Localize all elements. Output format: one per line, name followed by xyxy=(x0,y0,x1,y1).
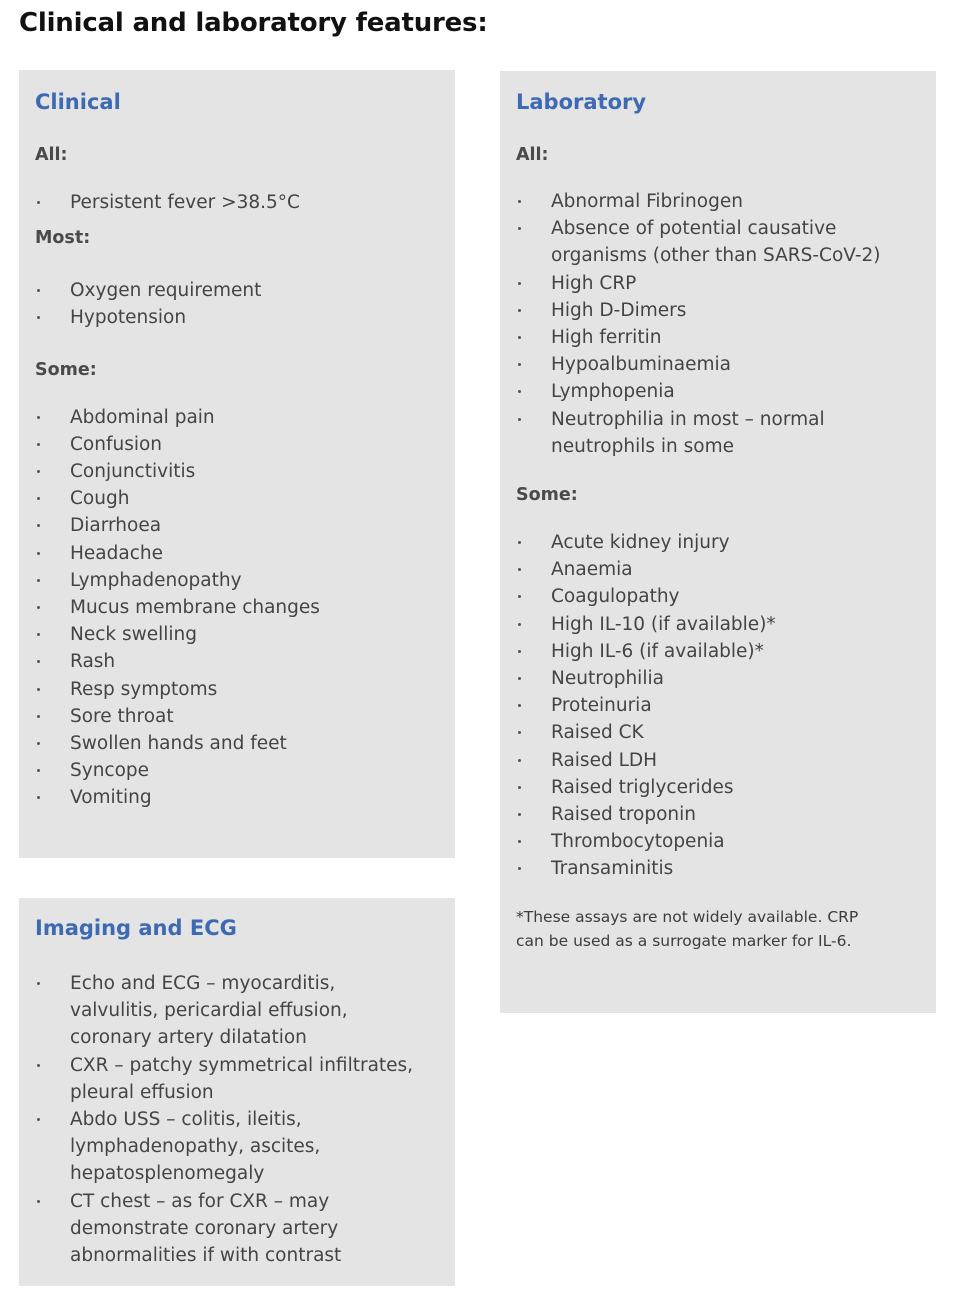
list-item xyxy=(516,828,926,855)
bullet-icon xyxy=(37,201,40,204)
bullet-icon xyxy=(37,289,40,292)
list-item xyxy=(516,611,926,638)
list-item xyxy=(35,676,445,703)
clinical-panel xyxy=(19,70,455,858)
bullet-icon xyxy=(518,568,521,571)
list-item xyxy=(35,304,445,331)
bullet-icon xyxy=(518,677,521,680)
laboratory-some-label: Some: xyxy=(516,485,578,506)
list-item-text: Cough xyxy=(70,488,130,510)
imaging-list xyxy=(35,970,445,1269)
list-item xyxy=(516,692,926,719)
list-item xyxy=(35,970,445,1052)
list-item-line: High ferritin xyxy=(551,327,662,349)
list-item xyxy=(516,351,926,378)
list-item-line: Echo and ECG – myocarditis, xyxy=(70,973,336,994)
footnote-line: can be used as a surrogate marker for IL-6. xyxy=(516,931,852,950)
bullet-icon xyxy=(37,742,40,745)
bullet-icon xyxy=(37,552,40,555)
list-item-line: lymphadenopathy, ascites, xyxy=(70,1136,321,1158)
list-item-text: Lymphadenopathy xyxy=(70,569,242,591)
bullet-icon xyxy=(37,1118,40,1121)
laboratory-heading: Laboratory xyxy=(516,90,647,114)
bullet-icon xyxy=(518,786,521,789)
laboratory-some-list xyxy=(516,529,926,883)
bullet-icon xyxy=(37,1200,40,1203)
bullet-icon xyxy=(518,336,521,339)
list-item xyxy=(516,719,926,746)
list-item xyxy=(35,458,445,485)
clinical-some-list xyxy=(35,404,445,812)
clinical-some-label: Some: xyxy=(35,359,97,380)
list-item-text: Confusion xyxy=(70,433,163,455)
list-item-line: coronary artery dilatation xyxy=(70,1027,307,1049)
list-item xyxy=(35,757,445,784)
list-item-line: High CRP xyxy=(551,272,637,294)
list-item-line: Neutrophilia in most – normal xyxy=(551,408,825,430)
list-item xyxy=(35,277,445,304)
bullet-icon xyxy=(37,497,40,500)
list-item-text: Conjunctivitis xyxy=(70,461,196,483)
bullet-icon xyxy=(518,227,521,230)
list-item xyxy=(35,189,445,216)
list-item xyxy=(516,801,926,828)
list-item-line: Lymphopenia xyxy=(551,381,675,403)
page-title: Clinical and laboratory features: xyxy=(19,8,488,38)
list-item xyxy=(516,378,926,405)
list-item-text: Neutrophilia xyxy=(551,668,664,690)
list-item xyxy=(516,774,926,801)
list-item-line: Hypoalbuminaemia xyxy=(551,354,731,376)
list-item xyxy=(516,406,926,460)
bullet-icon xyxy=(37,470,40,473)
list-item-text: Abdominal pain xyxy=(70,406,215,428)
laboratory-all-list xyxy=(516,188,926,460)
laboratory-all-label: All: xyxy=(516,145,549,165)
list-item-text: High IL-6 (if available)* xyxy=(551,640,764,662)
bullet-icon xyxy=(518,867,521,870)
list-item xyxy=(516,270,926,297)
list-item xyxy=(35,648,445,675)
bullet-icon xyxy=(37,633,40,636)
list-item xyxy=(35,594,445,621)
list-item xyxy=(516,583,926,610)
clinical-most-list xyxy=(35,277,445,331)
bullet-icon xyxy=(518,650,521,653)
footnote-line: *These assays are not widely available. CRP xyxy=(516,907,859,926)
list-item-text: High IL-10 (if available)* xyxy=(551,613,776,635)
bullet-icon xyxy=(37,982,40,985)
list-item-text: Oxygen requirement xyxy=(70,280,262,302)
bullet-icon xyxy=(518,623,521,626)
clinical-most-label: Most: xyxy=(35,228,91,249)
bullet-icon xyxy=(37,660,40,663)
list-item-text: Thrombocytopenia xyxy=(551,831,725,853)
bullet-icon xyxy=(518,541,521,544)
list-item xyxy=(516,855,926,882)
list-item xyxy=(516,747,926,774)
list-item-line: CT chest – as for CXR – may xyxy=(70,1190,330,1212)
laboratory-footnote xyxy=(516,905,926,953)
list-item xyxy=(516,297,926,324)
bullet-icon xyxy=(37,769,40,772)
list-item xyxy=(35,621,445,648)
list-item-text: Raised troponin xyxy=(551,804,696,826)
bullet-icon xyxy=(37,524,40,527)
bullet-icon xyxy=(37,688,40,691)
bullet-icon xyxy=(37,416,40,419)
bullet-icon xyxy=(518,363,521,366)
list-item xyxy=(35,784,445,811)
list-item xyxy=(516,529,926,556)
list-item-line: Abdo USS – colitis, ileitis, xyxy=(70,1109,302,1131)
list-item-line: demonstrate coronary artery xyxy=(70,1217,339,1239)
laboratory-panel xyxy=(500,71,936,1013)
list-item-text: Transaminitis xyxy=(551,858,674,880)
list-item xyxy=(516,556,926,583)
list-item xyxy=(35,540,445,567)
list-item-line: organisms (other than SARS-CoV-2) xyxy=(551,245,881,267)
list-item-text: Neck swelling xyxy=(70,624,198,646)
imaging-heading: Imaging and ECG xyxy=(35,916,237,940)
list-item-text: Persistent fever >38.5°C xyxy=(70,192,300,213)
bullet-icon xyxy=(37,443,40,446)
imaging-panel xyxy=(19,898,455,1286)
list-item-text: Acute kidney injury xyxy=(551,532,730,554)
list-item xyxy=(516,665,926,692)
bullet-icon xyxy=(518,309,521,312)
list-item xyxy=(35,1052,445,1106)
list-item xyxy=(35,404,445,431)
bullet-icon xyxy=(37,1064,40,1067)
bullet-icon xyxy=(518,759,521,762)
list-item-text: Raised LDH xyxy=(551,749,658,771)
list-item-line: abnormalities if with contrast xyxy=(70,1245,342,1267)
list-item-text: Swollen hands and feet xyxy=(70,733,287,755)
list-item-line: CXR – patchy symmetrical infiltrates, xyxy=(70,1054,414,1076)
clinical-all-list xyxy=(35,189,445,216)
list-item-text: Anaemia xyxy=(551,559,633,581)
list-item xyxy=(516,324,926,351)
list-item xyxy=(516,188,926,215)
list-item xyxy=(35,431,445,458)
list-item xyxy=(35,485,445,512)
list-item-text: Diarrhoea xyxy=(70,515,162,537)
list-item-line: Absence of potential causative xyxy=(551,218,837,240)
list-item-text: Raised CK xyxy=(551,722,644,744)
list-item-text: Headache xyxy=(70,542,163,564)
bullet-icon xyxy=(518,418,521,421)
list-item-line: hepatosplenomegaly xyxy=(70,1163,265,1185)
bullet-icon xyxy=(37,316,40,319)
clinical-heading: Clinical xyxy=(35,90,121,114)
list-item-text: Mucus membrane changes xyxy=(70,597,320,619)
list-item xyxy=(35,703,445,730)
bullet-icon xyxy=(518,282,521,285)
list-item xyxy=(35,1106,445,1188)
bullet-icon xyxy=(518,595,521,598)
list-item-line: Abnormal Fibrinogen xyxy=(551,191,743,212)
bullet-icon xyxy=(37,579,40,582)
bullet-icon xyxy=(518,390,521,393)
list-item xyxy=(35,1188,445,1270)
list-item xyxy=(516,215,926,269)
list-item-text: Vomiting xyxy=(70,787,152,809)
bullet-icon xyxy=(518,704,521,707)
list-item-text: Coagulopathy xyxy=(551,586,680,608)
list-item-text: Sore throat xyxy=(70,705,174,727)
bullet-icon xyxy=(37,715,40,718)
list-item-text: Proteinuria xyxy=(551,695,652,717)
clinical-all-label: All: xyxy=(35,145,68,165)
list-item-line: High D-Dimers xyxy=(551,299,687,321)
list-item-line: neutrophils in some xyxy=(551,435,734,457)
bullet-icon xyxy=(37,796,40,799)
bullet-icon xyxy=(518,813,521,816)
list-item xyxy=(35,512,445,539)
list-item-text: Raised triglycerides xyxy=(551,776,734,798)
list-item xyxy=(35,567,445,594)
list-item xyxy=(35,730,445,757)
list-item-line: pleural effusion xyxy=(70,1081,214,1103)
bullet-icon xyxy=(37,606,40,609)
list-item-text: Syncope xyxy=(70,760,150,782)
bullet-icon xyxy=(518,200,521,203)
bullet-icon xyxy=(518,731,521,734)
list-item xyxy=(516,638,926,665)
list-item-text: Resp symptoms xyxy=(70,678,218,700)
list-item-text: Hypotension xyxy=(70,307,187,329)
bullet-icon xyxy=(518,840,521,843)
list-item-text: Rash xyxy=(70,651,116,673)
list-item-line: valvulitis, pericardial effusion, xyxy=(70,1000,348,1022)
